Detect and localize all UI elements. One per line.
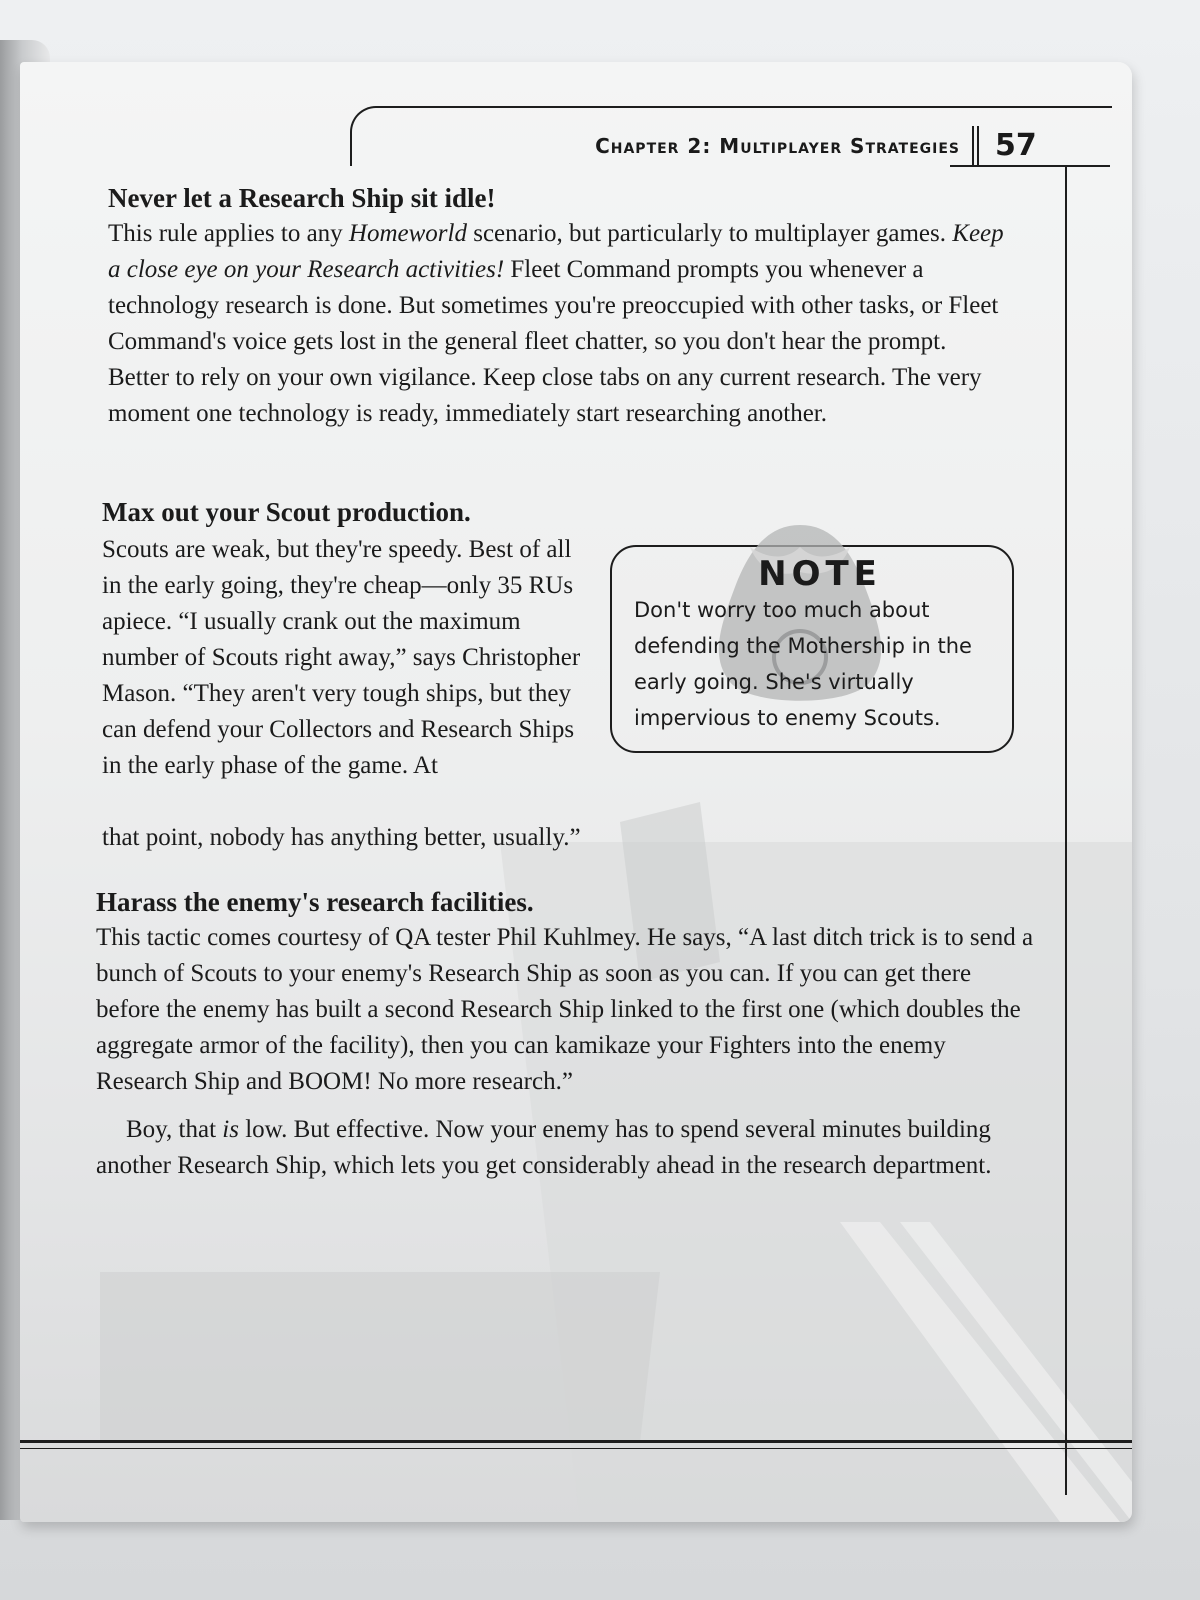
right-margin-rule (1065, 165, 1067, 1495)
section-heading: Max out your Scout production. (102, 497, 471, 527)
header-divider (972, 126, 974, 166)
italic-run: Keep a close eye on your Research activities! (108, 220, 1004, 283)
header-divider (977, 126, 979, 166)
italic-run: is (222, 1116, 239, 1143)
text-run: This rule applies to any (108, 220, 349, 247)
text-run: Boy, that (126, 1116, 223, 1143)
footer-rule (20, 1440, 1132, 1443)
book-page (20, 62, 1132, 1522)
header-underline (950, 165, 1110, 167)
section-harass-research (96, 884, 1036, 1184)
section-paragraph-tail (102, 820, 1002, 856)
note-text: Don't worry too much about defending the Mothership in the early going. She's virtually impervious to enemy Scouts. (634, 598, 972, 730)
text-run: low. But effective. Now your enemy has to spend several minutes building another Research Ship, which lets you get considerably ahead in the research department. (96, 1116, 992, 1179)
page-number: 57 (995, 128, 1037, 163)
section-research-idle (108, 180, 1008, 432)
section-heading: Never let a Research Ship sit idle! (108, 183, 496, 213)
text-run: that point, nobody has anything better, usually.” (102, 824, 581, 851)
footer-rule-thin (20, 1448, 1132, 1449)
section-paragraph (108, 216, 1008, 432)
section-heading: Harass the enemy's research facilities. (96, 887, 534, 917)
section-paragraph (96, 1112, 1036, 1184)
section-paragraph (102, 532, 592, 784)
text-run: scenario, but particularly to multiplayer games. (466, 220, 953, 247)
text-run: Fleet Command prompts you whenever a technology research is done. But sometimes you're preoccupied with other tasks, or Fleet Command's voice gets lost in the general fleet chatter, so you don't hear the prompt. Better to rely on your own vigilance. Keep close tabs on any current research. The very moment one technology is ready, immediately start researching another. (108, 256, 999, 427)
text-run: Scouts are weak, but they're speedy. Best of all in the early going, they're cheap—only 35 RUs apiece. “I usually crank out the maximum number of Scouts right away,” says Christopher Mason. “They aren't very tough ships, but they can defend your Collectors and Research Ships in the early phase of the game. At (102, 536, 581, 779)
italic-run: Homeworld (348, 220, 467, 247)
note-label: NOTE (758, 554, 882, 594)
chapter-title: Chapter 2: Multiplayer Strategies (595, 134, 960, 158)
section-paragraph: This tactic comes courtesy of QA tester Phil Kuhlmey. He says, “A last ditch trick is to send a bunch of Scouts to your enemy's Research Ship as soon as you can. If you can get there before the enemy has built a second Research Ship linked to the first one (which doubles the aggregate armor of the facility), then you can kamikaze your Fighters into the enemy Research Ship and BOOM! No more research.” (96, 924, 1034, 1095)
